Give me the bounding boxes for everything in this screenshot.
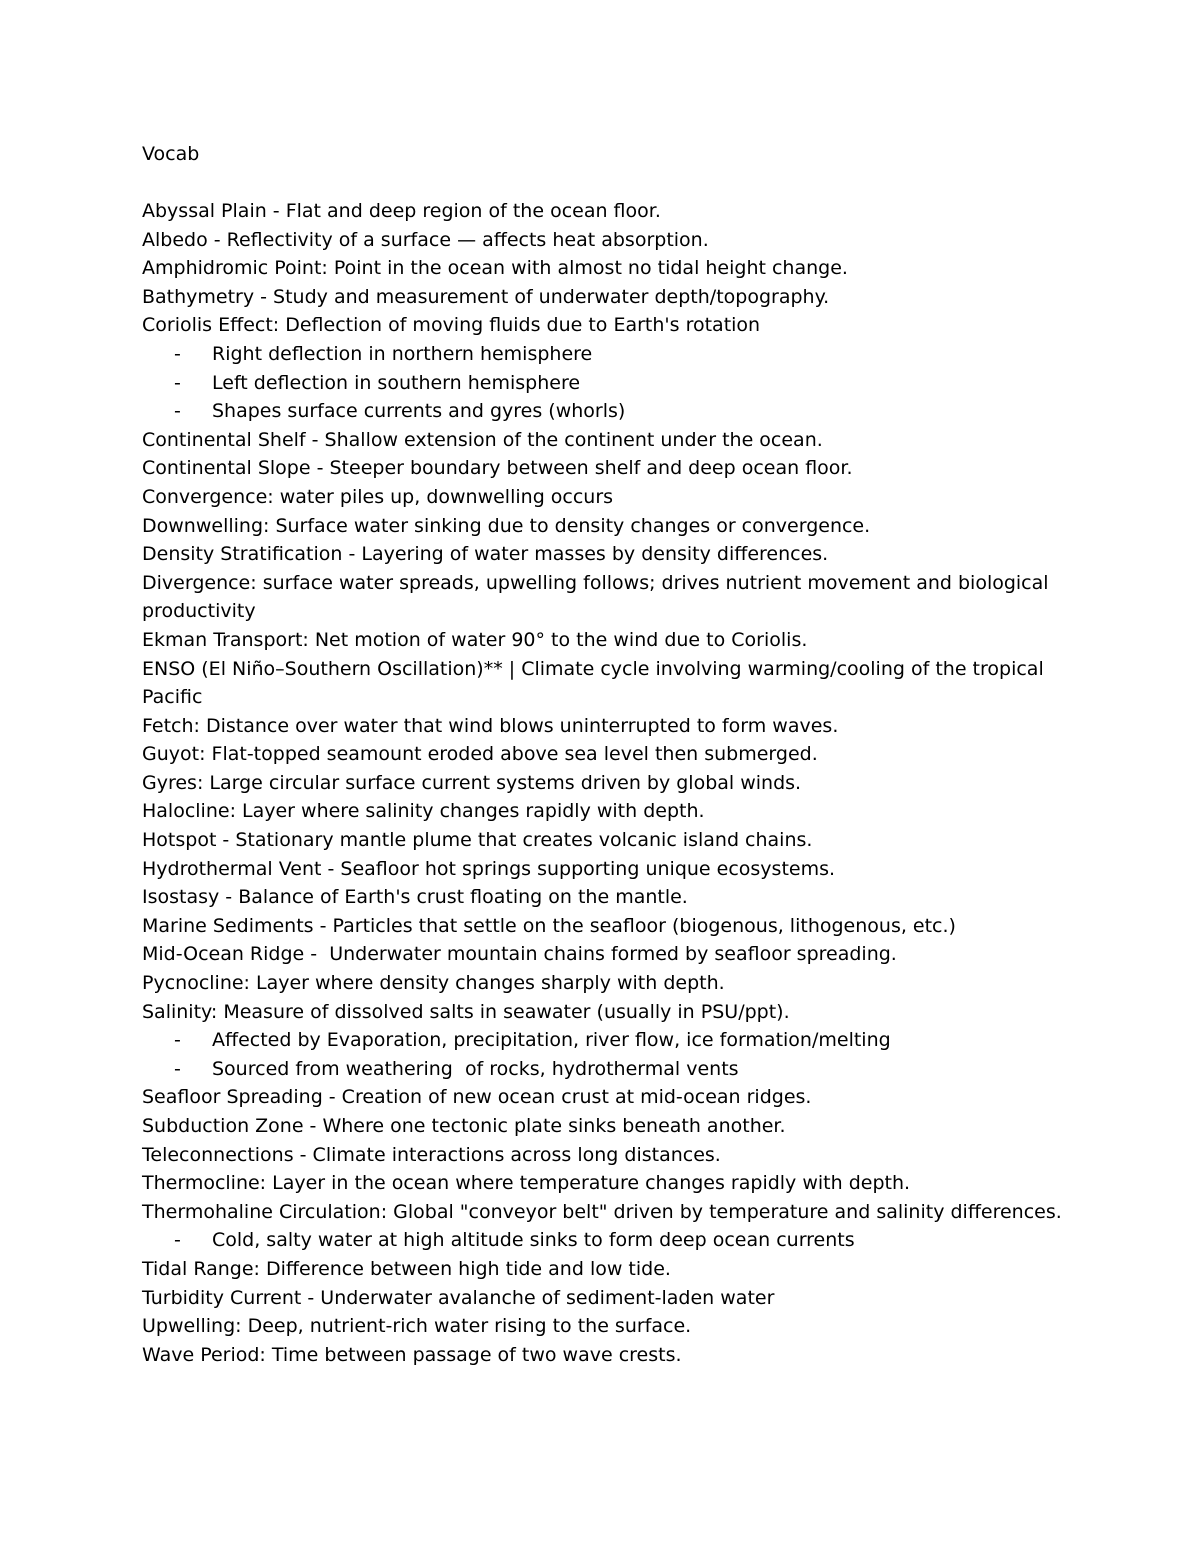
vocab-entry [142,540,1072,569]
entry-text: Turbidity Current - Underwater avalanche of sediment-laden water [142,1286,775,1309]
vocab-entry [142,740,1072,769]
vocab-entry [142,883,1072,912]
vocab-entry [142,940,1072,969]
sub-bullet-item [142,1026,1072,1055]
bullet-dash: - [174,1029,181,1052]
vocab-entry [142,1284,1072,1313]
entry-text: Shapes surface currents and gyres (whorls) [212,400,626,423]
entry-text: Divergence: surface water spreads, upwelling follows; drives nutrient movement and biological productivity [142,571,1049,623]
entry-text: Tidal Range: Difference between high tide and low tide. [142,1257,671,1280]
vocab-entry [142,797,1072,826]
document-page [142,140,1072,1369]
entry-text: Cold, salty water at high altitude sinks to form deep ocean currents [212,1229,855,1252]
entry-text: Upwelling: Deep, nutrient-rich water rising to the surface. [142,1315,692,1338]
entry-text: Marine Sediments - Particles that settle on the seafloor (biogenous, lithogenous, etc.) [142,914,956,937]
entry-text: Thermohaline Circulation: Global "conveyor belt" driven by temperature and salinity differences. [142,1200,1062,1223]
entry-text: Gyres: Large circular surface current systems driven by global winds. [142,771,802,794]
vocab-entry [142,283,1072,312]
entry-text: Pycnocline: Layer where density changes sharply with depth. [142,972,725,995]
entry-text: Continental Slope - Steeper boundary between shelf and deep ocean floor. [142,457,853,480]
vocab-entry [142,1198,1072,1227]
sub-bullet-item [142,369,1072,398]
bullet-dash: - [174,1057,181,1080]
vocab-entry [142,912,1072,941]
vocab-entry [142,855,1072,884]
entry-text: Hydrothermal Vent - Seafloor hot springs supporting unique ecosystems. [142,857,836,880]
entry-text: Abyssal Plain - Flat and deep region of the ocean floor. [142,200,661,222]
entry-text: Mid-Ocean Ridge - Underwater mountain chains formed by seafloor spreading. [142,943,897,966]
vocab-entry [142,998,1072,1027]
vocab-entry [142,454,1072,483]
vocab-list [142,197,1072,1369]
entry-text: Salinity: Measure of dissolved salts in seawater (usually in PSU/ppt). [142,1000,790,1023]
vocab-entry [142,512,1072,541]
entry-text: ENSO (El Niño–Southern Oscillation)** | Climate cycle involving warming/cooling of the tropical Pacific [142,657,1044,709]
vocab-entry [142,1341,1072,1370]
entry-text: Halocline: Layer where salinity changes rapidly with depth. [142,800,705,823]
sub-bullet-item [142,1226,1072,1255]
vocab-entry [142,197,1072,226]
vocab-entry [142,1312,1072,1341]
vocab-entry [142,626,1072,655]
vocab-entry [142,569,1072,626]
entry-text: Teleconnections - Climate interactions across long distances. [142,1143,721,1166]
entry-text: Downwelling: Surface water sinking due to density changes or convergence. [142,514,871,537]
bullet-dash: - [174,1229,181,1252]
vocab-entry [142,426,1072,455]
entry-text: Density Stratification - Layering of water masses by density differences. [142,543,829,566]
entry-text: Subduction Zone - Where one tectonic plate sinks beneath another. [142,1115,786,1137]
vocab-entry [142,1169,1072,1198]
sub-bullet-item [142,1055,1072,1084]
vocab-entry [142,826,1072,855]
entry-text: Fetch: Distance over water that wind blows uninterrupted to form waves. [142,714,839,737]
entry-text: Guyot: Flat-topped seamount eroded above sea level then submerged. [142,743,818,766]
vocab-entry [142,226,1072,255]
entry-text: Sourced from weathering of rocks, hydrothermal vents [212,1057,739,1080]
bullet-dash: - [174,371,181,394]
entry-text: Coriolis Effect: Deflection of moving fluids due to Earth's rotation [142,314,761,337]
document-title: Vocab [142,143,200,165]
entry-text: Left deflection in southern hemisphere [212,371,581,394]
vocab-entry [142,1112,1072,1141]
vocab-entry [142,969,1072,998]
sub-bullet-item [142,340,1072,369]
entry-text: Affected by Evaporation, precipitation, river flow, ice formation/melting [212,1029,891,1052]
vocab-entry [142,1255,1072,1284]
vocab-entry [142,655,1072,712]
entry-text: Thermocline: Layer in the ocean where temperature changes rapidly with depth. [142,1172,911,1195]
vocab-entry [142,311,1072,340]
bullet-dash: - [174,342,181,365]
vocab-entry [142,254,1072,283]
vocab-entry [142,483,1072,512]
vocab-entry [142,1141,1072,1170]
entry-text: Albedo - Reflectivity of a surface — affects heat absorption. [142,228,709,251]
entry-text: Right deflection in northern hemisphere [212,342,593,365]
vocab-entry [142,712,1072,741]
entry-text: Seafloor Spreading - Creation of new ocean crust at mid-ocean ridges. [142,1086,812,1109]
entry-text: Hotspot - Stationary mantle plume that creates volcanic island chains. [142,829,813,852]
vocab-entry [142,769,1072,798]
sub-bullet-item [142,397,1072,426]
entry-text: Ekman Transport: Net motion of water 90° to the wind due to Coriolis. [142,628,808,651]
entry-text: Wave Period: Time between passage of two wave crests. [142,1343,682,1366]
entry-text: Continental Shelf - Shallow extension of the continent under the ocean. [142,428,823,451]
vocab-entry [142,1083,1072,1112]
entry-text: Amphidromic Point: Point in the ocean with almost no tidal height change. [142,257,848,280]
bullet-dash: - [174,400,181,423]
entry-text: Bathymetry - Study and measurement of underwater depth/topography. [142,285,830,308]
entry-text: Convergence: water piles up, downwelling occurs [142,485,614,508]
entry-text: Isostasy - Balance of Earth's crust floating on the mantle. [142,886,688,909]
